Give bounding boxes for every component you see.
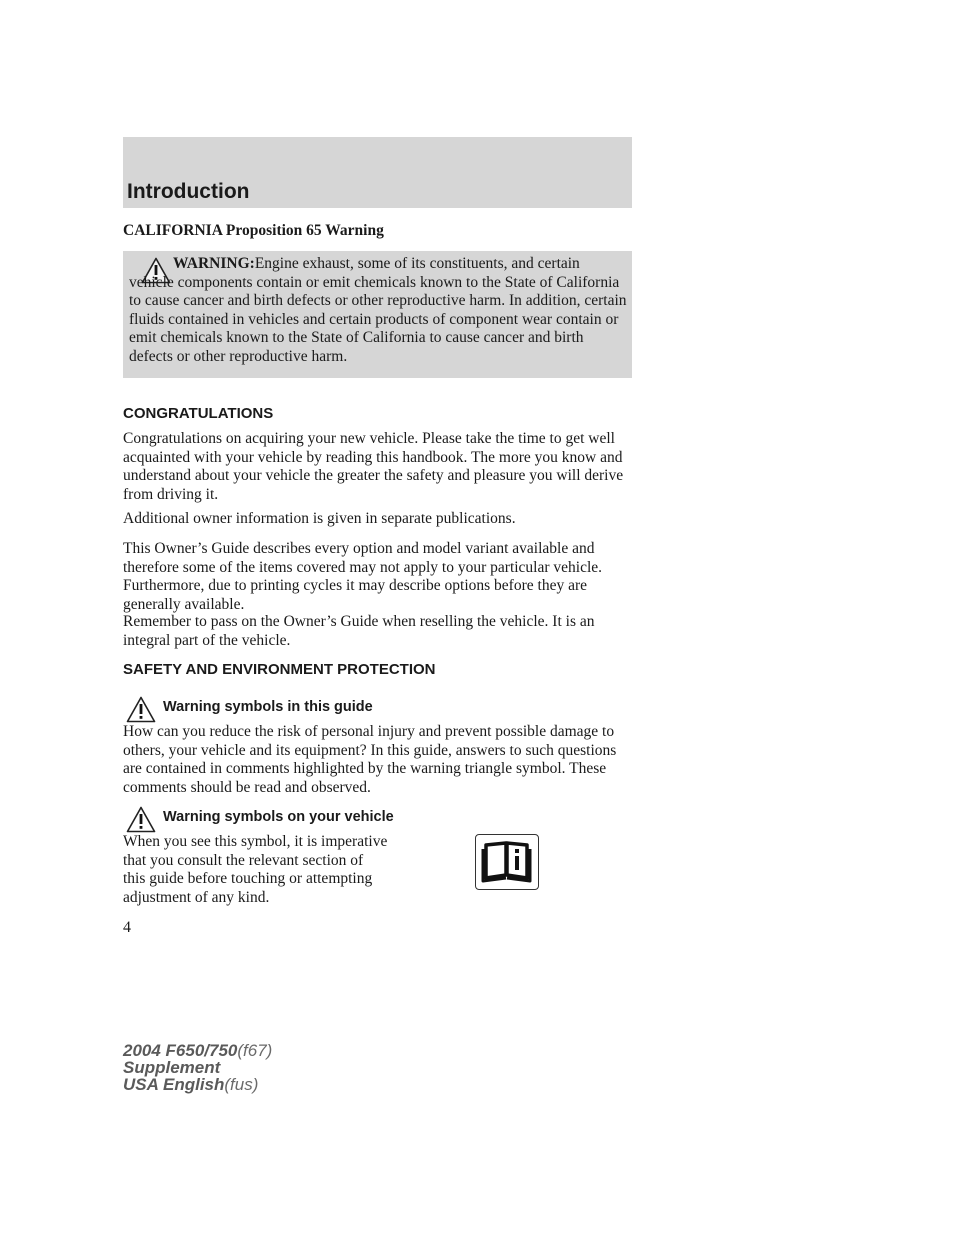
california-warning-title: CALIFORNIA Proposition 65 Warning bbox=[123, 222, 384, 239]
california-warning-text bbox=[129, 255, 627, 366]
footer-model-line bbox=[123, 1042, 272, 1059]
warning-triangle-icon bbox=[126, 696, 156, 723]
footer-model-code: (f67) bbox=[237, 1041, 273, 1060]
vehicle-symbols-text: When you see this symbol, it is imperative that you consult the relevant section of this guide before touching or attempting adjustment of any kind. bbox=[123, 833, 388, 906]
document-footer bbox=[123, 1042, 272, 1093]
vehicle-symbols-heading: Warning symbols on your vehicle bbox=[163, 809, 394, 825]
guide-symbols-text: How can you reduce the risk of personal injury and prevent possible damage to others, your vehicle and its equipment? In this guide, answers to such questions are contained in comments highlighted by the warning triangle symbol. These comments should be read and observed. bbox=[123, 723, 617, 796]
safety-heading: SAFETY AND ENVIRONMENT PROTECTION bbox=[123, 661, 436, 678]
section-title: Introduction bbox=[127, 180, 250, 203]
footer-language: USA English bbox=[123, 1075, 225, 1094]
california-warning-box bbox=[123, 251, 632, 378]
warning-body: Engine exhaust, some of its constituents, and certain vehicle components contain or emit chemicals known to the State of California to cause cancer and birth defects or other reproductive harm. In addition, certain fluids contained in vehicles and certain products of component wear contain or emit chemicals known to the State of California to cause cancer and birth defects or other reproductive harm. bbox=[129, 255, 627, 365]
congratulations-paragraph: Remember to pass on the Owner’s Guide when reselling the vehicle. It is an integral part of the vehicle. bbox=[123, 613, 595, 649]
footer-model: 2004 F650/750 bbox=[123, 1041, 238, 1060]
warning-label: WARNING: bbox=[173, 255, 255, 272]
congratulations-heading: CONGRATULATIONS bbox=[123, 405, 274, 422]
congratulations-paragraph: Congratulations on acquiring your new vehicle. Please take the time to get well acquainted with your vehicle by reading this handbook. The more you know and understand about your vehicle the greater the safety and pleasure you will derive from driving it. bbox=[123, 430, 624, 503]
congratulations-paragraph: Additional owner information is given in separate publications. bbox=[123, 510, 516, 527]
guide-symbols-heading: Warning symbols in this guide bbox=[163, 699, 373, 715]
congratulations-paragraph: This Owner’s Guide describes every option and model variant available and therefore some of the items covered may not apply to your particular vehicle. Furthermore, due to printing cycles it may describe options before they are generally available. bbox=[123, 540, 603, 613]
owner-guide-book-icon bbox=[475, 834, 539, 890]
warning-triangle-icon bbox=[126, 806, 156, 833]
section-header bbox=[123, 137, 632, 208]
footer-doc-type: Supplement bbox=[123, 1058, 221, 1077]
page-number: 4 bbox=[123, 919, 131, 936]
footer-language-code: (fus) bbox=[224, 1075, 259, 1094]
footer-doc-type-line bbox=[123, 1059, 272, 1076]
footer-language-line bbox=[123, 1076, 272, 1093]
